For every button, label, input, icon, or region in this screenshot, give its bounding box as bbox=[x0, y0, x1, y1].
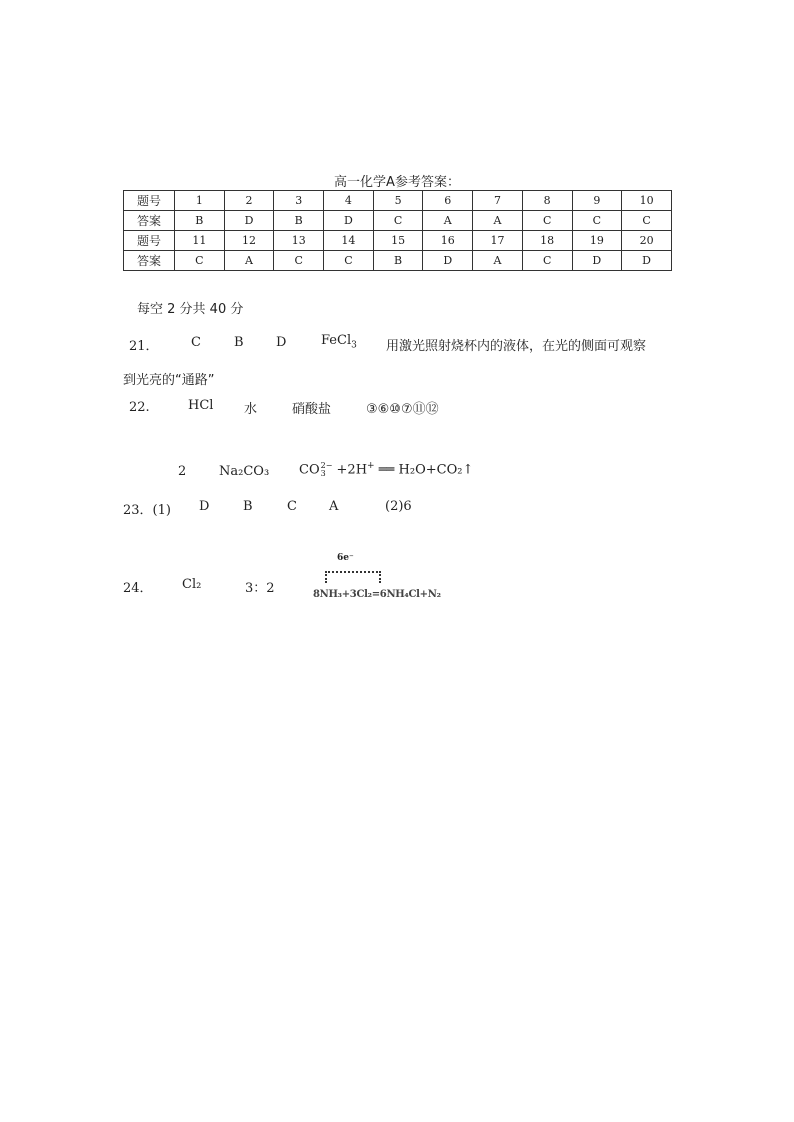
table-cell: C bbox=[175, 251, 225, 271]
table-cell: 19 bbox=[572, 231, 622, 251]
q21-number: 21． bbox=[129, 339, 159, 354]
table-cell: C bbox=[324, 251, 374, 271]
q21-fecl3 bbox=[321, 333, 357, 351]
redox-equation: 8NH₃+3Cl₂=6NH₄Cl+N₂ bbox=[313, 589, 441, 600]
table-cell: 10 bbox=[622, 191, 672, 211]
electron-transfer-bracket bbox=[325, 571, 381, 583]
table-cell: D bbox=[423, 251, 473, 271]
answer-table bbox=[123, 190, 672, 271]
table-cell: 17 bbox=[473, 231, 523, 251]
table-cell: D bbox=[224, 211, 274, 231]
eq-arrow: ══ bbox=[378, 462, 395, 478]
eq-products: H₂O+CO₂↑ bbox=[398, 462, 474, 478]
q23-answer-3: C bbox=[287, 499, 297, 514]
eq-h-charge: + bbox=[367, 461, 375, 471]
table-row bbox=[124, 231, 672, 251]
eq-co3-charge: 2− bbox=[320, 460, 333, 470]
table-cell: D bbox=[622, 251, 672, 271]
table-cell: C bbox=[572, 211, 622, 231]
table-cell: 2 bbox=[224, 191, 274, 211]
q23-answer-1: D bbox=[199, 499, 210, 514]
eq-co3: CO bbox=[299, 462, 320, 478]
table-cell: 18 bbox=[522, 231, 572, 251]
row-label: 答案 bbox=[124, 251, 175, 271]
q23-number: 23．(1) bbox=[123, 503, 171, 518]
table-cell: 7 bbox=[473, 191, 523, 211]
q24-cl2: Cl₂ bbox=[182, 577, 202, 592]
q22-answer-3: 硝酸盐 bbox=[292, 402, 332, 417]
eq-h: +2H bbox=[332, 462, 368, 478]
table-cell: A bbox=[423, 211, 473, 231]
table-cell: A bbox=[224, 251, 274, 271]
table-row bbox=[124, 211, 672, 231]
table-cell: 6 bbox=[423, 191, 473, 211]
table-cell: 11 bbox=[175, 231, 225, 251]
table-row bbox=[124, 251, 672, 271]
q22-na2co3: Na₂CO₃ bbox=[219, 464, 270, 479]
q21-fecl3-sub: 3 bbox=[351, 340, 357, 351]
q22-answer-1: HCl bbox=[188, 398, 214, 413]
q23-answer-4: A bbox=[329, 499, 339, 514]
row-label: 答案 bbox=[124, 211, 175, 231]
q22-number: 22. bbox=[129, 400, 150, 415]
table-cell: C bbox=[373, 211, 423, 231]
table-cell: A bbox=[473, 211, 523, 231]
q22-answer-2: 水 bbox=[244, 402, 258, 417]
q21-method-line1: 用激光照射烧杯内的液体，在光的侧面可观察 bbox=[386, 339, 647, 354]
table-cell: B bbox=[274, 211, 324, 231]
table-cell: B bbox=[373, 251, 423, 271]
q22-ionic-equation bbox=[299, 461, 473, 478]
table-cell: 9 bbox=[572, 191, 622, 211]
q21-answer-1: C bbox=[191, 335, 201, 350]
score-note: 每空 2 分共 40 分 bbox=[137, 302, 244, 317]
table-cell: 3 bbox=[274, 191, 324, 211]
table-cell: 13 bbox=[274, 231, 324, 251]
table-cell: C bbox=[522, 251, 572, 271]
table-cell: 12 bbox=[224, 231, 274, 251]
table-cell: 4 bbox=[324, 191, 374, 211]
q22-circled-numbers: ③⑥⑩⑦⑪⑫ bbox=[366, 402, 439, 417]
table-cell: C bbox=[522, 211, 572, 231]
table-cell: C bbox=[274, 251, 324, 271]
table-cell: D bbox=[572, 251, 622, 271]
page-title: 高一化学A参考答案： bbox=[334, 175, 460, 190]
table-cell: D bbox=[324, 211, 374, 231]
q21-method-line2: 到光亮的“通路” bbox=[123, 373, 215, 388]
row-label: 题号 bbox=[124, 191, 175, 211]
table-cell: 15 bbox=[373, 231, 423, 251]
row-label: 题号 bbox=[124, 231, 175, 251]
q24-ratio: 3：2 bbox=[245, 581, 275, 596]
table-cell: B bbox=[175, 211, 225, 231]
electron-transfer-label: 6e⁻ bbox=[337, 553, 354, 563]
q21-answer-2: B bbox=[234, 335, 244, 350]
table-cell: 5 bbox=[373, 191, 423, 211]
eq-co3-sub: 3 bbox=[320, 468, 326, 478]
table-cell: A bbox=[473, 251, 523, 271]
q23-part2: (2)6 bbox=[385, 499, 412, 514]
table-cell: C bbox=[622, 211, 672, 231]
q24-number: 24． bbox=[123, 581, 153, 596]
table-cell: 20 bbox=[622, 231, 672, 251]
table-cell: 16 bbox=[423, 231, 473, 251]
q21-fecl3-base: FeCl bbox=[321, 333, 352, 348]
electron-transfer-equation bbox=[313, 553, 448, 605]
table-cell: 14 bbox=[324, 231, 374, 251]
q21-answer-3: D bbox=[276, 335, 287, 350]
q23-answer-2: B bbox=[243, 499, 253, 514]
table-cell: 8 bbox=[522, 191, 572, 211]
table-cell: 1 bbox=[175, 191, 225, 211]
table-row bbox=[124, 191, 672, 211]
q22-count: 2 bbox=[178, 464, 187, 479]
